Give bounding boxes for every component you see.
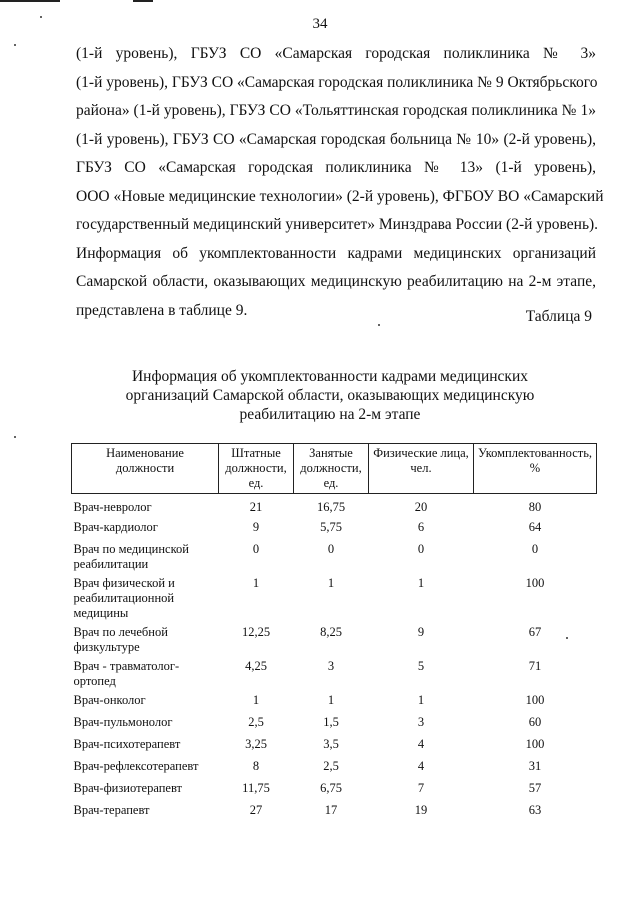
column-header-line: Наименование — [106, 446, 184, 460]
paragraph-line: (1-й уровень), ГБУЗ СО «Самарская городская поликлиника № 3» — [76, 45, 596, 62]
cell-persons: 4 — [417, 759, 425, 773]
cell-persons: 5 — [417, 659, 425, 673]
cell-occupied: 1,5 — [323, 715, 339, 729]
position-name-line: Врач-рефлексотерапевт — [73, 759, 199, 773]
position-name-line: Врач-терапевт — [73, 803, 150, 817]
page-number: 34 — [312, 16, 328, 32]
paragraph-line: (1-й уровень), ГБУЗ СО «Самарская городская больница № 10» (2-й уровень), — [76, 130, 596, 148]
position-name-cell — [72, 520, 219, 542]
column-header-line: Физические лица, — [373, 446, 469, 460]
position-name-line: ортопед — [73, 674, 116, 688]
position-name-line: физкультуре — [73, 640, 140, 654]
column-header — [219, 444, 294, 494]
paragraph-line: Самарской области, оказывающих медицинскую реабилитацию на 2-м этапе, — [76, 273, 596, 290]
cell-percent: 64 — [528, 520, 542, 534]
cell-percent: 80 — [528, 500, 542, 514]
scan-speck — [14, 44, 16, 46]
table-row — [72, 737, 597, 759]
paragraph-line: (1-й уровень), ГБУЗ СО «Самарская городская поликлиника № 9 Октябрьского — [76, 73, 598, 91]
cell-occupied: 16,75 — [316, 500, 346, 514]
position-name-cell — [72, 803, 219, 825]
scan-speck — [14, 436, 16, 438]
cell-persons: 3 — [417, 715, 425, 729]
table-row — [72, 494, 597, 521]
cell-percent: 57 — [528, 781, 542, 795]
table-caption: Таблица 9 — [525, 308, 592, 325]
cell-persons: 7 — [417, 781, 425, 795]
cell-percent: 60 — [528, 715, 542, 729]
column-header-line: % — [529, 461, 541, 475]
cell-occupied: 1 — [327, 693, 335, 707]
cell-occupied: 5,75 — [320, 520, 342, 534]
position-name-line: Врач - травматолог- — [73, 659, 180, 673]
table-row — [72, 576, 597, 625]
cell-staff: 1 — [252, 576, 260, 590]
position-name-cell — [72, 781, 219, 803]
position-name-cell — [72, 693, 219, 715]
cell-persons: 1 — [417, 576, 425, 590]
cell-percent: 63 — [528, 803, 542, 817]
cell-occupied: 3,5 — [323, 737, 339, 751]
column-header-line: чел. — [410, 461, 432, 475]
cell-persons: 0 — [417, 542, 425, 556]
column-header — [474, 444, 597, 494]
column-header — [72, 444, 219, 494]
cell-occupied: 8,25 — [320, 625, 342, 639]
cell-staff: 2,5 — [248, 715, 264, 729]
table-title — [110, 367, 550, 424]
cell-staff: 11,75 — [242, 781, 270, 795]
position-name-line: Врач-кардиолог — [73, 520, 158, 534]
table-header-row — [72, 444, 597, 494]
cell-occupied: 17 — [324, 803, 338, 817]
column-header-line: должности, — [300, 461, 362, 475]
cell-occupied: 6,75 — [320, 781, 342, 795]
position-name-cell — [72, 737, 219, 759]
column-header-line: должности, — [225, 461, 287, 475]
column-header-line: должности — [115, 461, 175, 475]
column-header — [294, 444, 369, 494]
position-name-cell — [72, 625, 219, 659]
table-row — [72, 659, 597, 693]
column-header-line: Укомплектованность, — [477, 446, 593, 460]
cell-percent: 71 — [528, 659, 542, 673]
position-name-cell — [72, 759, 219, 781]
cell-occupied: 2,5 — [323, 759, 339, 773]
cell-persons: 4 — [417, 737, 425, 751]
table-row — [72, 803, 597, 825]
position-name-line: реабилитационной — [73, 591, 175, 605]
position-name-line: Врач-психотерапевт — [73, 737, 181, 751]
cell-percent: 67 — [528, 625, 542, 639]
cell-persons: 6 — [417, 520, 425, 534]
cell-percent: 100 — [525, 576, 545, 590]
position-name-cell — [72, 494, 219, 521]
table-body — [72, 494, 597, 826]
position-name-line: Врач-невролог — [73, 500, 152, 514]
table-title-line: Информация об укомплектованности кадрами медицинских — [131, 368, 528, 385]
cell-staff: 9 — [252, 520, 260, 534]
position-name-cell — [72, 542, 219, 576]
cell-staff: 0 — [252, 542, 260, 556]
cell-staff: 21 — [249, 500, 263, 514]
cell-occupied: 1 — [327, 576, 335, 590]
cell-occupied: 0 — [327, 542, 335, 556]
position-name-line: Врач-физиотерапевт — [73, 781, 183, 795]
position-name-line: Врач по медицинской — [73, 542, 189, 556]
column-header-line: ед. — [323, 476, 339, 490]
column-header — [369, 444, 474, 494]
paragraph-line: государственный медицинский университет» Минздрава России (2-й уровень). — [76, 216, 599, 233]
cell-persons: 20 — [414, 500, 428, 514]
position-name-line: Врач физической и — [73, 576, 175, 590]
paragraph-line: представлена в таблице 9. — [76, 301, 248, 319]
position-name-line: медицины — [73, 606, 129, 620]
position-name-cell — [72, 715, 219, 737]
position-name-line: Врач-онколог — [73, 693, 146, 707]
position-name-line: Врач по лечебной — [73, 625, 168, 639]
top-rule — [0, 0, 60, 2]
cell-staff: 3,25 — [245, 737, 267, 751]
table-row — [72, 759, 597, 781]
position-name-cell — [72, 659, 219, 693]
cell-staff: 27 — [249, 803, 263, 817]
cell-staff: 8 — [252, 759, 260, 773]
cell-percent: 31 — [528, 759, 542, 773]
table-title-line: организаций Самарской области, оказывающих медицинскую — [125, 387, 535, 404]
paragraph-line: ГБУЗ СО «Самарская городская поликлиника № 13» (1-й уровень), — [76, 159, 596, 176]
cell-percent: 100 — [525, 737, 545, 751]
column-header-line: ед. — [248, 476, 264, 490]
paragraph-line: ООО «Новые медицинские технологии» (2-й уровень), ФГБОУ ВО «Самарский — [76, 187, 604, 205]
cell-persons: 9 — [417, 625, 425, 639]
cell-occupied: 3 — [327, 659, 335, 673]
top-rule-short — [133, 0, 153, 2]
staffing-table — [71, 443, 597, 825]
column-header-line: Занятые — [309, 446, 353, 460]
table-title-line: реабилитацию на 2-м этапе — [239, 406, 421, 423]
paragraph-line: Информация об укомплектованности кадрами медицинских организаций — [76, 244, 596, 262]
body-paragraph — [76, 40, 604, 325]
table-row — [72, 520, 597, 542]
table-row — [72, 715, 597, 737]
cell-staff: 12,25 — [241, 625, 271, 639]
cell-percent: 100 — [525, 693, 545, 707]
table-row — [72, 625, 597, 659]
table-row — [72, 542, 597, 576]
position-name-cell — [72, 576, 219, 625]
position-name-line: реабилитации — [73, 557, 149, 571]
column-header-line: Штатные — [231, 446, 281, 460]
paragraph-line: района» (1-й уровень), ГБУЗ СО «Тольяттинская городская поликлиника № 1» — [76, 102, 596, 119]
cell-percent: 0 — [531, 542, 539, 556]
position-name-line: Врач-пульмонолог — [73, 715, 173, 729]
table-row — [72, 781, 597, 803]
table-row — [72, 693, 597, 715]
cell-staff: 4,25 — [245, 659, 267, 673]
cell-staff: 1 — [252, 693, 260, 707]
cell-persons: 1 — [417, 693, 425, 707]
cell-persons: 19 — [414, 803, 428, 817]
